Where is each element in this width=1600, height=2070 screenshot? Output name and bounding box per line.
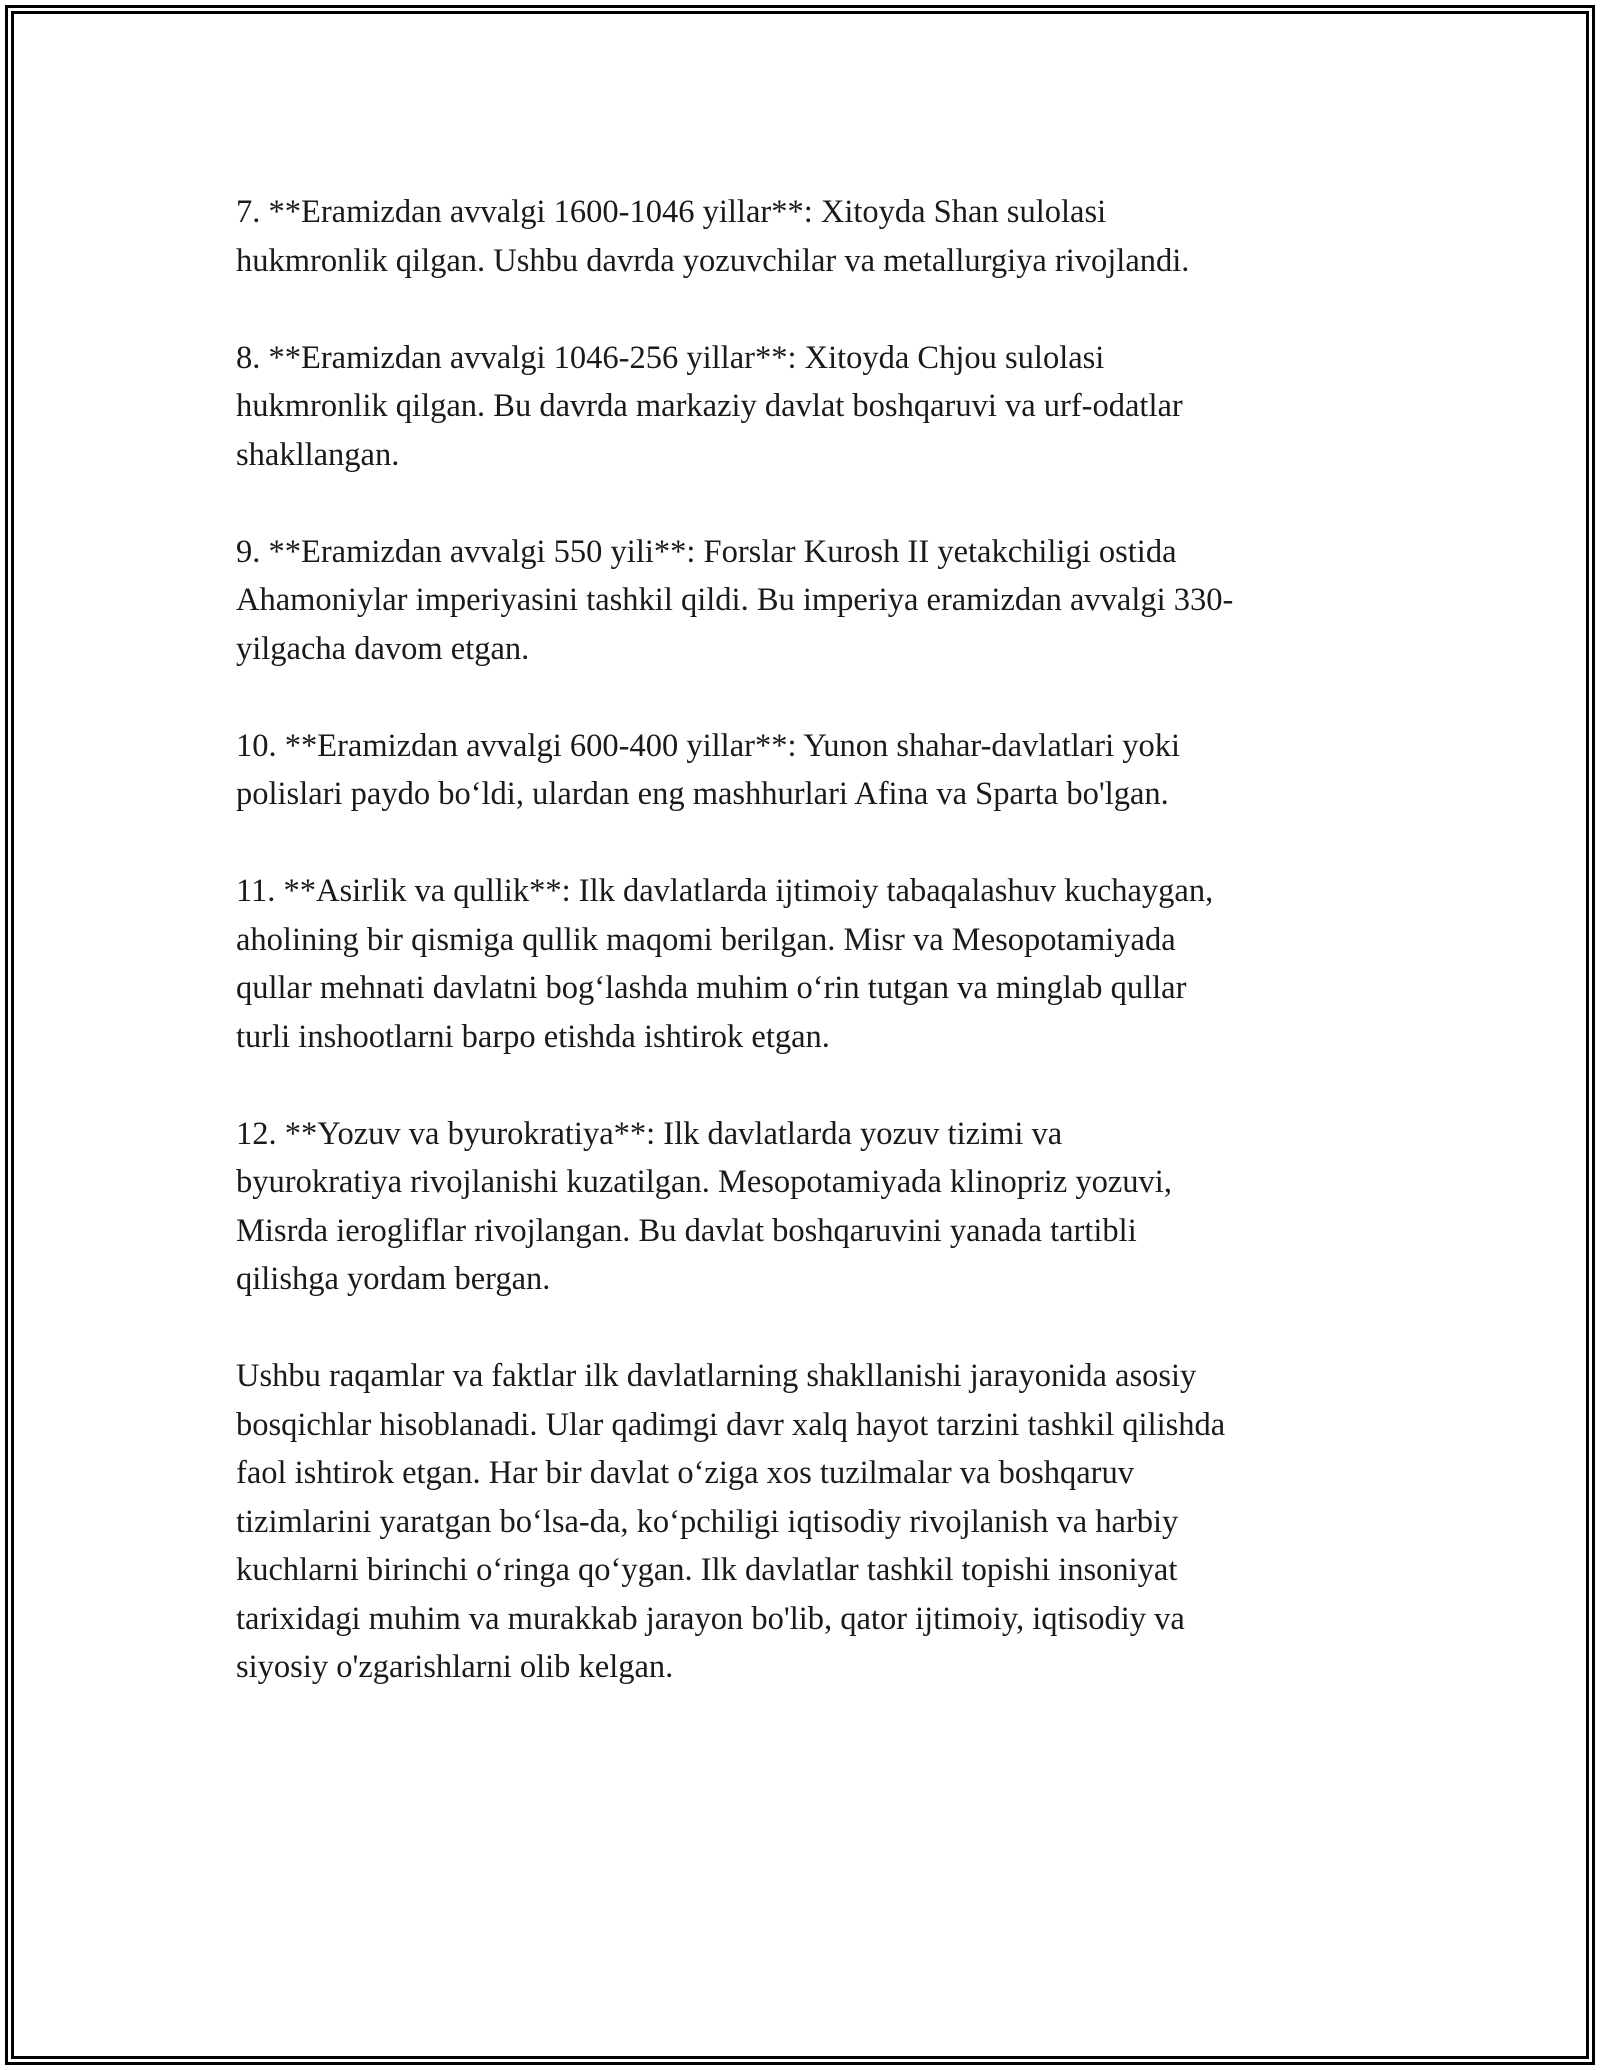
paragraph-item-11: 11. **Asirlik va qullik**: Ilk davlatlarda ijtimoiy tabaqalashuv kuchaygan, aholining bir qismiga qullik maqomi berilgan. Misr va Mesopotamiyada qullar mehnati davlatni bog‘lashda muhim o‘rin tutgan va minglab qullar turli inshootlarni barpo etishda ishtirok etgan. — [236, 873, 1214, 1055]
paragraph-item-8: 8. **Eramizdan avvalgi 1046-256 yillar**: Xitoyda Chjou sulolasi hukmronlik qilgan. Bu davrda markaziy davlat boshqaruvi va urf-odatlar shakllangan. — [236, 339, 1183, 473]
paragraph-item-12: 12. **Yozuv va byurokratiya**: Ilk davlatlarda yozuv tizimi va byurokratiya rivojlanishi kuzatilgan. Mesopotamiyada klinopriz yozuvi, Misrda ierogliflar rivojlangan. Bu davlat boshqaruvini yanada tartibli qilishga yordam bergan. — [236, 1115, 1172, 1297]
paragraph-item-7: 7. **Eramizdan avvalgi 1600-1046 yillar**: Xitoyda Shan sulolasi hukmronlik qilgan. Ushbu davrda yozuvchilar va metallurgiya rivojlandi. — [236, 194, 1190, 279]
document-body — [236, 188, 1376, 1740]
paragraph-conclusion: Ushbu raqamlar va faktlar ilk davlatlarning shakllanishi jarayonida asosiy bosqichlar hisoblanadi. Ular qadimgi davr xalq hayot tarzini tashkil qilishda faol ishtirok etgan. Har bir davlat o‘ziga xos tuzilmalar va boshqaruv tizimlarini yaratgan bo‘lsa-da, ko‘pchiligi iqtisodiy rivojlanish va harbiy kuchlarni birinchi o‘ringa qo‘ygan. Ilk davlatlar tashkil topishi insoniyat tarixidagi muhim va murakkab jarayon bo'lib, qator ijtimoiy, iqtisodiy va siyosiy o'zgarishlarni olib kelgan. — [236, 1358, 1226, 1685]
paragraph-item-9: 9. **Eramizdan avvalgi 550 yili**: Forslar Kurosh II yetakchiligi ostida Ahamoniylar imperiyasini tashkil qildi. Bu imperiya eramizdan avvalgi 330- yilgacha davom etgan. — [236, 533, 1234, 667]
paragraph-item-10: 10. **Eramizdan avvalgi 600-400 yillar**: Yunon shahar-davlatlari yoki polislari paydo bo‘ldi, ulardan eng mashhurlari Afina va Sparta bo'lgan. — [236, 727, 1181, 812]
